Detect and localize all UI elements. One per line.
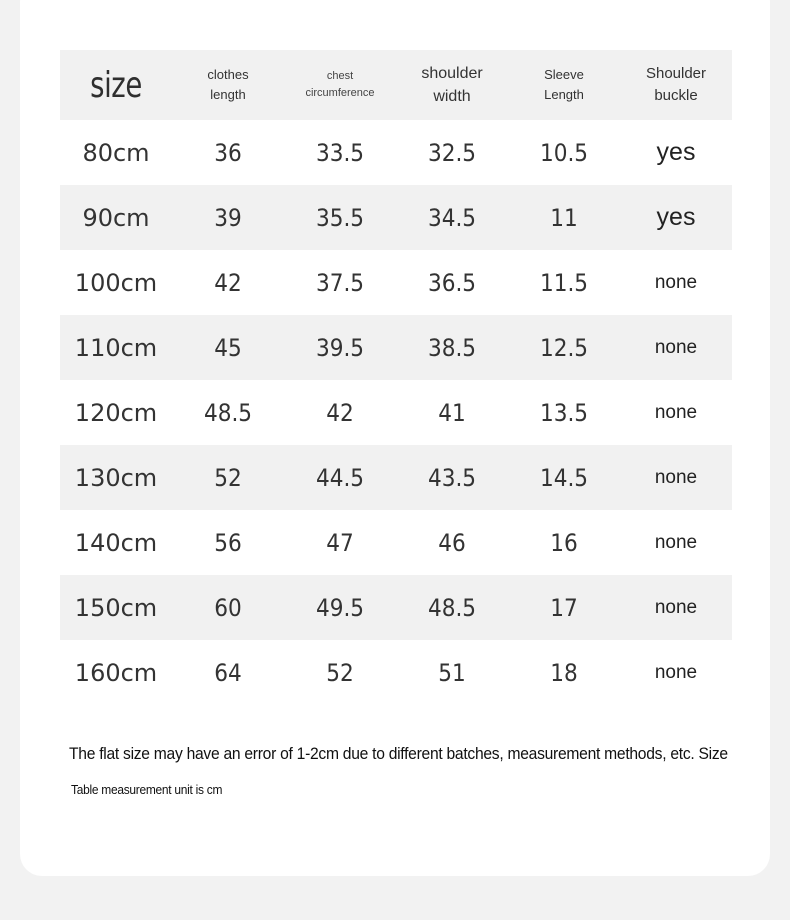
table-row bbox=[60, 445, 732, 510]
cell-clothes-length: 64 bbox=[214, 658, 242, 687]
cell-chest: 52 bbox=[326, 658, 354, 687]
header-sleeve-length-line2: Length bbox=[544, 87, 584, 102]
cell-clothes-length: 48.5 bbox=[203, 398, 253, 427]
table-row bbox=[60, 380, 732, 445]
table-row bbox=[60, 120, 732, 185]
cell-clothes-length: 60 bbox=[214, 593, 242, 622]
header-shoulder-buckle-line1: Shoulder bbox=[645, 65, 707, 82]
table-row bbox=[60, 185, 732, 250]
cell-chest: 49.5 bbox=[315, 593, 365, 622]
cell-size: 90cm bbox=[82, 203, 150, 232]
cell-shoulder-width: 36.5 bbox=[427, 268, 477, 297]
cell-clothes-length: 52 bbox=[214, 463, 242, 492]
cell-chest: 35.5 bbox=[315, 203, 365, 232]
header-size-label: size bbox=[90, 64, 142, 106]
cell-size: 150cm bbox=[74, 593, 158, 622]
cell-clothes-length: 39 bbox=[214, 203, 242, 232]
cell-shoulder-buckle: yes bbox=[656, 138, 696, 166]
cell-chest: 39.5 bbox=[315, 333, 365, 362]
header-shoulder-buckle-line2: buckle bbox=[654, 87, 698, 104]
cell-sleeve-length: 18 bbox=[550, 658, 578, 687]
cell-shoulder-width: 51 bbox=[438, 658, 466, 687]
cell-shoulder-buckle: none bbox=[654, 271, 698, 293]
cell-size: 140cm bbox=[74, 528, 158, 557]
cell-clothes-length: 45 bbox=[214, 333, 242, 362]
cell-sleeve-length: 11 bbox=[550, 203, 578, 232]
cell-sleeve-length: 11.5 bbox=[539, 268, 589, 297]
header-chest-line2: circumference bbox=[305, 87, 375, 99]
table-header bbox=[60, 50, 732, 120]
header-sleeve-length-line1: Sleeve bbox=[544, 67, 584, 82]
cell-size: 80cm bbox=[82, 138, 150, 167]
cell-shoulder-width: 32.5 bbox=[427, 138, 477, 167]
cell-chest: 47 bbox=[326, 528, 354, 557]
table-row bbox=[60, 510, 732, 575]
cell-shoulder-buckle: none bbox=[654, 531, 698, 553]
header-chest-line1: chest bbox=[326, 70, 354, 82]
table-row bbox=[60, 250, 732, 315]
cell-shoulder-width: 34.5 bbox=[427, 203, 477, 232]
cell-sleeve-length: 12.5 bbox=[539, 333, 589, 362]
cell-sleeve-length: 10.5 bbox=[539, 138, 589, 167]
table-row bbox=[60, 315, 732, 380]
header-shoulder-width-line2: width bbox=[433, 88, 471, 105]
cell-size: 160cm bbox=[74, 658, 158, 687]
cell-shoulder-width: 41 bbox=[438, 398, 466, 427]
header-clothes-length bbox=[172, 50, 284, 120]
cell-sleeve-length: 14.5 bbox=[539, 463, 589, 492]
cell-shoulder-buckle: none bbox=[654, 661, 698, 683]
header-shoulder-buckle bbox=[620, 50, 732, 120]
cell-clothes-length: 56 bbox=[214, 528, 242, 557]
measurement-note: The flat size may have an error of 1-2cm due to different batches, measurement methods, etc. Size bbox=[69, 744, 728, 763]
cell-size: 110cm bbox=[74, 333, 158, 362]
table-row bbox=[60, 640, 732, 705]
cell-size: 100cm bbox=[74, 268, 158, 297]
cell-shoulder-buckle: none bbox=[654, 336, 698, 358]
header-clothes-length-line1: clothes bbox=[207, 67, 249, 82]
cell-shoulder-buckle: none bbox=[654, 596, 698, 618]
cell-size: 130cm bbox=[74, 463, 158, 492]
cell-shoulder-width: 38.5 bbox=[427, 333, 477, 362]
header-clothes-length-line2: length bbox=[210, 87, 246, 102]
cell-shoulder-buckle: none bbox=[654, 466, 698, 488]
cell-shoulder-buckle: yes bbox=[656, 203, 696, 231]
cell-shoulder-width: 43.5 bbox=[427, 463, 477, 492]
cell-clothes-length: 42 bbox=[214, 268, 242, 297]
cell-shoulder-buckle: none bbox=[654, 401, 698, 423]
cell-size: 120cm bbox=[74, 398, 158, 427]
cell-chest: 33.5 bbox=[315, 138, 365, 167]
cell-chest: 37.5 bbox=[315, 268, 365, 297]
cell-clothes-length: 36 bbox=[214, 138, 242, 167]
cell-shoulder-width: 48.5 bbox=[427, 593, 477, 622]
table-row bbox=[60, 575, 732, 640]
cell-sleeve-length: 13.5 bbox=[539, 398, 589, 427]
header-row bbox=[60, 50, 732, 120]
table-body bbox=[60, 120, 732, 705]
cell-shoulder-width: 46 bbox=[438, 528, 466, 557]
header-sleeve-length bbox=[508, 50, 620, 120]
header-size bbox=[60, 50, 172, 120]
header-shoulder-width-line1: shoulder bbox=[421, 65, 483, 82]
measurement-unit-note: Table measurement unit is cm bbox=[71, 782, 223, 797]
header-chest-circumference bbox=[284, 50, 396, 120]
cell-chest: 42 bbox=[326, 398, 354, 427]
cell-sleeve-length: 17 bbox=[550, 593, 578, 622]
cell-chest: 44.5 bbox=[315, 463, 365, 492]
size-chart-table bbox=[60, 50, 732, 705]
header-shoulder-width bbox=[396, 50, 508, 120]
cell-sleeve-length: 16 bbox=[550, 528, 578, 557]
